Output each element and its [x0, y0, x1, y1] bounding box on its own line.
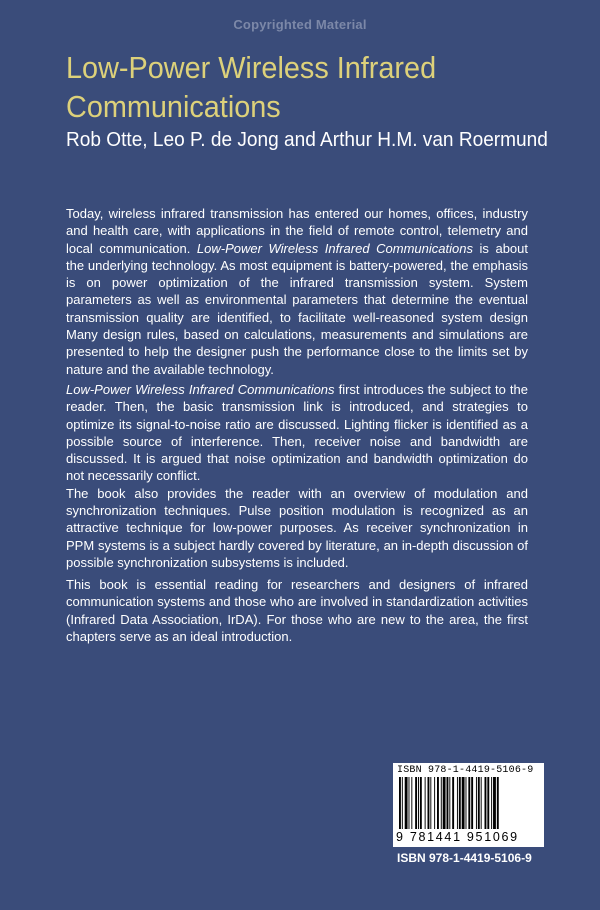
barcode-bar	[476, 777, 477, 829]
barcode-bar	[399, 777, 401, 829]
p2-book-title-italic: Low-Power Wireless Infrared Communications	[66, 382, 335, 397]
barcode-bar	[452, 777, 454, 829]
p1-book-title-italic: Low-Power Wireless Infrared Communications	[196, 240, 473, 256]
p2-text-start: first introduces the subject to the reader. Then, the basic transmission link is introduced, and strategies to optimize its signal-to-noise ratio are discussed. Lighting flicker is identified as a possible source of interference. Then, receiver noise and bandwidth are discussed. It is argued that noise optimization and bandwidth optimization do not necessarily conflict.	[66, 382, 528, 484]
barcode-bar	[491, 777, 492, 829]
barcode-bar	[497, 777, 499, 829]
barcode-graphic	[397, 777, 540, 829]
p2-second-block: The book also provides the reader with an overview of modulation and synchronization techniques. Pulse position modulation is recognized as an attractive technique for low-power purposes. As receiver synchronization in PPM systems is a subject hardly covered by literature, an in-depth discussion of possible synchronization subsystems is included.	[66, 485, 528, 570]
barcode-bar	[485, 777, 487, 829]
barcode-bar	[447, 777, 449, 829]
barcode-bar	[466, 777, 467, 829]
p2-first-block	[66, 381, 528, 485]
barcode-bar	[430, 777, 431, 829]
p1-text-start: Today, wireless infrared transmission has entered our homes, offices, industry and health care, with applications in the field of remote control, telemetry and local communication.	[66, 206, 528, 256]
barcode-bar	[420, 777, 422, 829]
isbn-label-bottom: ISBN 978-1-4419-5106-9	[397, 851, 532, 865]
description-paragraph-3: This book is essential reading for researchers and designers of infrared communication systems and those who are involved in standardization activities (Infrared Data Association, IrDA). For those who are new to the area, the first chapters serve as an ideal introduction.	[66, 577, 528, 644]
p1-text-end: is about the underlying technology. As most equipment is battery-powered, the emphasis is on power optimization of the infrared transmission system. System parameters as well as environmental parameters that determine the eventual transmission quality are identified, to facilitate well-reasoned system design Many design rules, based on calculations, measurements and simulations are presented to help the designer push the performance close to the limits set by nature and the available technology.	[66, 240, 528, 377]
barcode-bar	[459, 777, 461, 829]
book-title	[66, 48, 512, 126]
barcode-bar	[462, 777, 465, 829]
barcode-bar	[441, 777, 442, 829]
barcode-bar	[481, 777, 482, 829]
barcode-bar	[468, 777, 470, 829]
barcode-bar	[437, 777, 439, 829]
barcode-bar	[434, 777, 435, 829]
barcode-digits: 9 781441 951069	[396, 830, 519, 844]
barcode-bar	[428, 777, 430, 829]
barcode-bar	[411, 777, 412, 829]
barcode-bar	[443, 777, 446, 829]
description-paragraph-1	[66, 205, 528, 378]
barcode-bar	[415, 777, 417, 829]
title-line-1: Low-Power Wireless Infrared	[66, 50, 437, 85]
isbn-label-top: ISBN 978-1-4419-5106-9	[397, 765, 534, 776]
barcode-bar	[405, 777, 408, 829]
copyright-watermark-top: Copyrighted Material	[233, 17, 367, 32]
barcode-bar	[449, 777, 450, 829]
book-authors: Rob Otte, Leo P. de Jong and Arthur H.M. van Roermund	[66, 128, 548, 151]
title-line-2: Communications	[66, 89, 281, 124]
barcode-bar	[457, 777, 458, 829]
barcode-bar	[487, 777, 489, 829]
isbn-barcode-box	[393, 763, 544, 847]
barcode-bar	[471, 777, 473, 829]
barcode-bar	[478, 777, 480, 829]
barcode-bar	[409, 777, 410, 829]
barcode-bar	[493, 777, 496, 829]
barcode-bar	[425, 777, 426, 829]
description-paragraph-2	[66, 381, 528, 571]
barcode-bar	[418, 777, 419, 829]
barcode-bar	[402, 777, 403, 829]
